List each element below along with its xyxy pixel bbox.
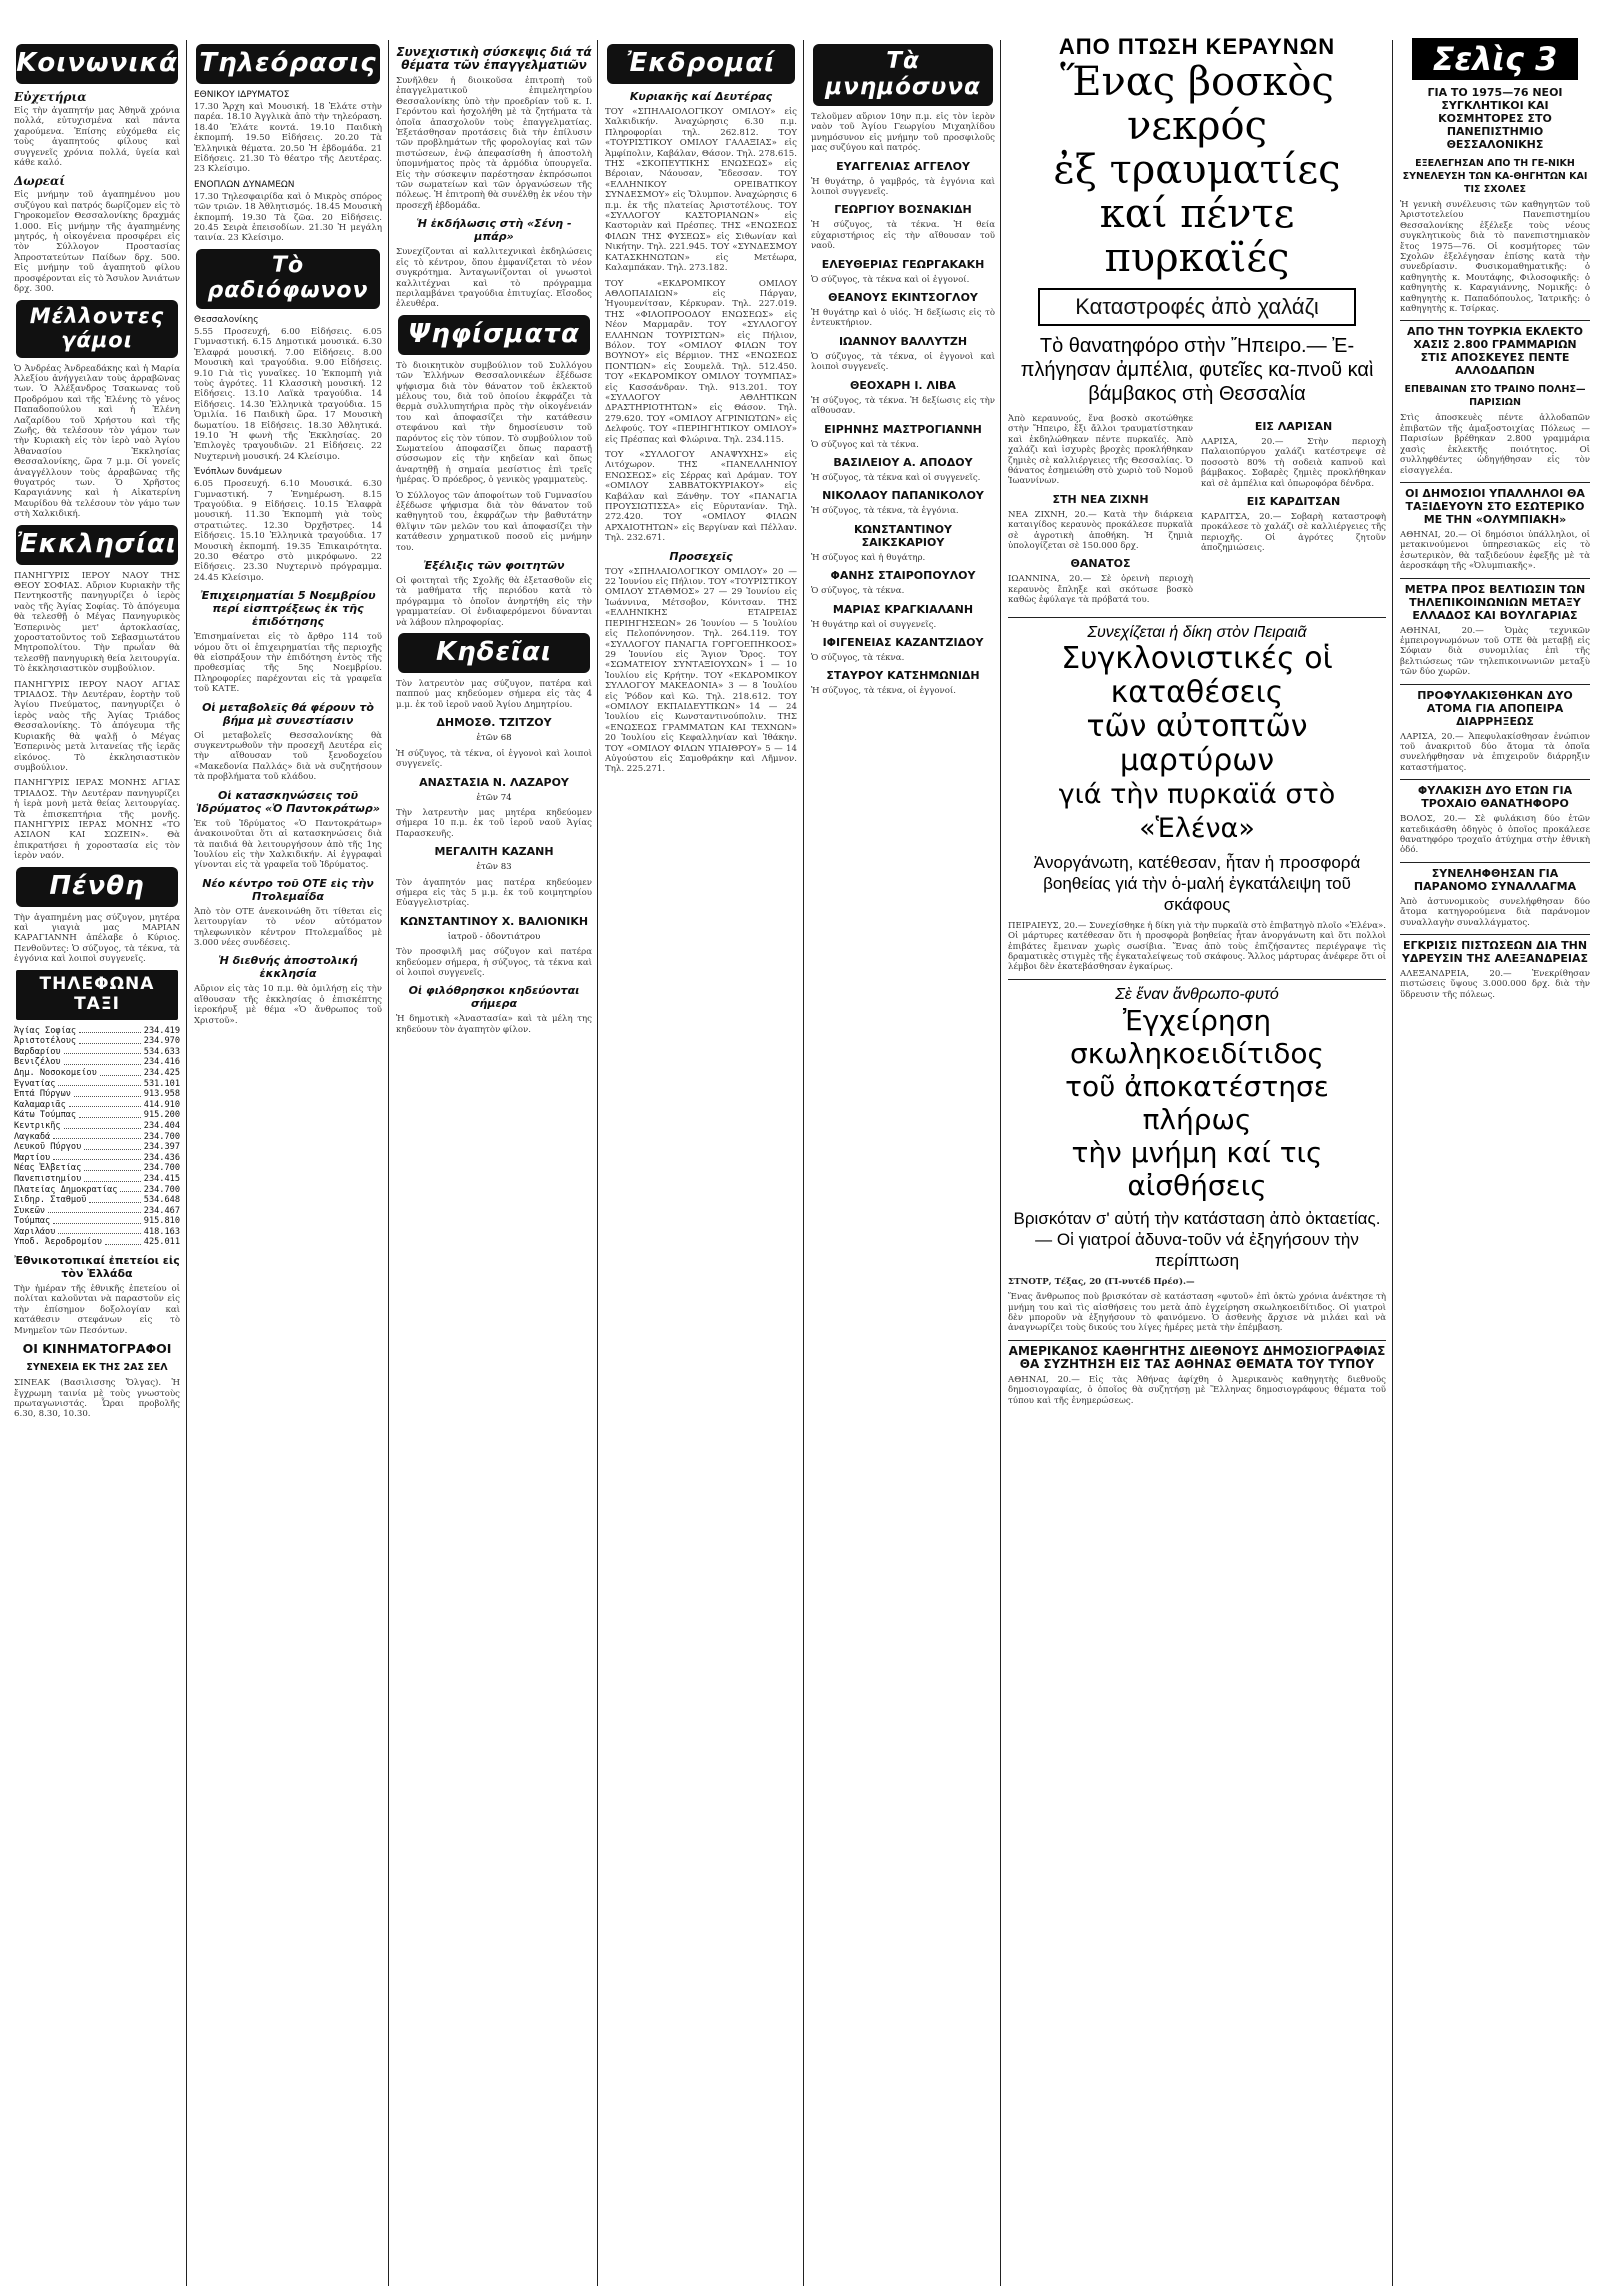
body-text: Ἕνας ἄνθρωπος ποὺ βρισκόταν σὲ κατάσταση «φυτοῦ» ἐπὶ ὀκτὼ χρόνια ἀνέκτησε τὴ μνήμη του καὶ τὶς αἰσθήσεις του μετὰ ἀπὸ ἐγχείρηση σκωληκοειδίτιδος. Οἱ γιατροὶ δὲν μποροῦν νὰ ἐξηγήσουν τὸ φαινόμενο. Ὁ ἀσθενὴς ἄρχισε νὰ μιλάει καὶ νὰ ἀναγνωρίζει τοὺς δικούς του λίγες ἡμέρες μετὰ τὴν ἐπέμβαση. xyxy=(1008,1292,1386,1334)
funeral-subtitle: ἰατροῦ - ὀδοντιάτρου xyxy=(447,931,541,942)
body-text: ΚΑΡΔΙΤΣΑ, 20.— Σοβαρὴ καταστροφὴ προκάλεσε τὸ χαλάζι σὲ καλλιέργειες τῆς περιοχῆς. Οἱ ἀγρότες ζητοῦν ἀποζημιώσεις. xyxy=(1201,512,1386,554)
body-text: Ἀπὸ ἀστυνομικοὺς συνελήφθησαν δύο ἄτομα κατηγορούμενα διὰ παράνομον συναλλαγὴν συναλλάγματος. xyxy=(1400,896,1590,928)
body-text: Εἰς μνήμην τοῦ ἀγαπημένου μου συζύγου καὶ πατρός δωρίζομεν εἰς τὸ Γηροκομεῖον Θεσσαλονίκης δραχμάς 1.000. Εἰς μνήμην τῆς ἀγαπημένης μητρός, ἡ οἰκογένεια προσφέρει εἰς τὸν Σύλλογον Προστασίας Ἀπροστατεύτων Παίδων δρχ. 500. Εἰς μνήμην τοῦ ἀγαπητοῦ φίλου προσφέρονται εἰς τὸ Ἄσυλον Ἀνιάτων δρχ. 300. xyxy=(14,190,180,295)
taxi-phone-row xyxy=(14,1195,180,1206)
taxi-stand-name: Χαριλάου xyxy=(14,1226,56,1237)
dot-leader xyxy=(64,1121,141,1129)
body-text: Ὁ σύζυγος, τὰ τέκνα, οἱ ἐγγονοὶ καὶ λοιποὶ συγγενεῖς. xyxy=(811,351,995,373)
taxi-stand-name: Σιδηρ. Σταθμοῦ xyxy=(14,1195,87,1206)
memorial-name: ΕΙΡΗΝΗΣ ΜΑΣΤΡΟΓΙΑΝΝΗ xyxy=(824,422,982,436)
body-text: Τὴν λατρευτὴν μας μητέρα κηδεύομεν σήμερα 10 π.μ. ἐκ τοῦ ἱεροῦ ναοῦ Ἁγίας Παρασκευῆς. xyxy=(396,807,592,839)
taxi-phone-number: 234.700 xyxy=(143,1163,180,1174)
section-divider xyxy=(1008,979,1386,980)
taxi-phone-number: 915.200 xyxy=(143,1110,180,1121)
section-subtitle: ΕΝΟΠΛΩΝ ΔΥΝΑΜΕΩΝ xyxy=(194,179,295,190)
taxi-phone-number: 234.467 xyxy=(143,1205,180,1216)
cinema-subtitle: ΣΥΝΕΧΕΙΑ ΕΚ ΤΗΣ 2ΑΣ ΣΕΛ xyxy=(26,1362,168,1374)
body-text: ΤΟΥ «ΣΠΗΛΑΙΟΛΟΓΙΚΟΥ ΟΜΙΛΟΥ» 20 — 22 Ἰουνίου εἰς Πήλιον. ΤΟΥ «ΤΟΥΡΙΣΤΙΚΟΥ ΟΜΙΛΟΥ ΣΤΑΘΜΟΣ» 27 — 29 Ἰουνίου εἰς Ἰωάννινα, Μέτσοβον, Κόνιτσαν. ΤΗΣ «ΕΛΛΗΝΙΚΗΣ ΕΤΑΙΡΕΙΑΣ ΠΕΡΙΗΓΗΣΕΩΝ» 26 Ἰουνίου — 5 Ἰουλίου εἰς Πελοπόννησον. Τηλ. 264.119. ΤΟΥ «ΣΥΛΛΟΓΟΥ ΠΑΝΑΓΙΑ ΓΟΡΓΟΕΠΗΚΟΟΣ» 29 Ἰουνίου εἰς Ἅγιον Ὄρος. ΤΟΥ «ΣΩΜΑΤΕΙΟΥ ΣΥΝΤΑΞΙΟΥΧΩΝ» 1 — 10 Ἰουλίου εἰς Κρήτην. ΤΟΥ «ΕΚΔΡΟΜΙΚΟΥ ΣΥΛΛΟΓΟΥ ΜΑΚΕΔΟΝΙΑ» 3 — 8 Ἰουλίου εἰς Ῥόδον καὶ Κῶ. Τηλ. 218.612. ΤΟΥ «ΟΜΙΛΟΥ ΕΚΠΑΙΔΕΥΤΙΚΩΝ» 14 — 24 Ἰουλίου εἰς Κωνσταντινούπολιν. ΤΗΣ «ΕΝΩΣΕΩΣ ΓΡΑΜΜΑΤΩΝ ΚΑΙ ΤΕΧΝΩΝ» 20 Ἰουλίου εἰς Κεφαλληνίαν καὶ Ἰθάκην. ΤΟΥ «ΟΜΙΛΟΥ ΦΙΛΩΝ ΥΠΑΙΘΡΟΥ» 5 — 14 Αὐγούστου εἰς Σαμοθράκην καὶ Λῆμνον. Τηλ. 225.271. xyxy=(605,566,797,775)
funeral-name: ΜΕΓΑΛΙΤΗ ΚΑΖΑΝΗ xyxy=(434,845,554,859)
memorial-name: ΙΩΑΝΝΟΥ ΒΑΛΛΥΤΖΗ xyxy=(838,334,968,348)
memorial-name: ΒΑΣΙΛΕΙΟΥ Α. ΑΠΟΔΟΥ xyxy=(833,455,973,469)
body-text: 5.55 Προσευχή, 6.00 Εἰδήσεις. 6.05 Γυμναστική. 6.15 Δημοτικά μουσικά. 6.30 Ἐλαφρά μουσική. 7.00 Εἰδήσεις. 8.00 Μουσικὴ καὶ τραγούδια. 9.00 Εἰδήσεις. 9.10 Γιὰ τὶς γυναῖκες. 10 Ἐκπομπὴ γιὰ τοὺς ἀγρότες. 11 Κλασσικὴ μουσική. 12 Εἰδήσεις. 13.10 Λαϊκὰ τραγούδια. 14 Εἰδήσεις. 14.30 Ἐλληνικὰ τραγούδια. 15 Ὁμιλία. 16 Παιδικὴ ὥρα. 17 Μουσικὴ δωματίου. 18 Εἰδήσεις. 18.30 Ἀθλητικά. 19.10 Ἡ φωνὴ τῆς Ἐκκλησίας. 20 Ἐπιλογὲς τραγουδιῶν. 21 Εἰδήσεις. 22 Νυχτερινὴ μουσική. 24 Κλείσιμο. xyxy=(194,326,382,462)
memorial-name: ΚΩΝΣΤΑΝΤΙΝΟΥ ΣΑΙΚΣΚΑΡΙΟΥ xyxy=(854,522,952,549)
taxi-phone-row xyxy=(14,1132,180,1143)
lead-title-line: καί πέντε πυρκαϊές xyxy=(1099,191,1295,281)
column-rule xyxy=(186,40,187,2286)
taxi-phone-row xyxy=(14,1110,180,1121)
taxi-phone-number: 234.397 xyxy=(143,1142,180,1153)
body-text: Συνεχίζονται αἱ καλλιτεχνικαὶ ἐκδηλώσεις εἰς τὸ κέντρον, ὅπου ἐμφανίζεται τὸ νέον συγκρότημα. Ἀνταγωνίζονται οἱ γνωστοὶ καλλιτέχναι καὶ τὸ πρόγραμμα περιλαμβάνει τραγούδια ἐπιτυχίας. Εἴσοδος ἐλευθέρα. xyxy=(396,247,592,310)
taxi-phone-list xyxy=(14,1026,180,1248)
dateline: ΕΙΣ ΛΑΡΙΣΑΝ xyxy=(1254,420,1333,433)
trial-title-line: γιά τὴν πυρκαϊά στὸ «Ἑλένα» xyxy=(1058,778,1336,844)
taxi-phone-number: 234.436 xyxy=(143,1152,180,1163)
dot-leader xyxy=(69,1100,141,1108)
body-text: ΒΟΛΟΣ, 20.— Σὲ φυλάκιση δύο ἐτῶν κατεδικάσθη ὁδηγὸς ὁ ὁποῖος προκάλεσε θανατηφόρο τροχαῖο ἀτύχημα στὴν ἐθνικὴ ὁδό. xyxy=(1400,814,1590,856)
taxi-stand-name: Τούμπας xyxy=(14,1216,51,1227)
section-subtitle: Συνεχιστικὴ σύσκεψις διά τά θέματα τῶν ἐπαγγελματιῶν xyxy=(396,45,592,72)
body-text: Αὔριον εἰς τὰς 10 π.μ. θὰ ὁμιλήσῃ εἰς τὴν αἴθουσαν τῆς ἐκκλησίας ὁ ἐπισκέπτης ἱεροκήρυξ μὲ θέμα «Ὁ ἄνθρωπος τοῦ Χριστοῦ». xyxy=(194,984,382,1026)
body-text: ΤΟΥ «ΕΚΔΡΟΜΙΚΟΥ ΟΜΙΛΟΥ ΑΘΛΟΠΑΙΔΙΩΝ» εἰς Πάργαν, Ἠγουμενίτσαν, Κέρκυραν. Τηλ. 227.019. ΤΗΣ «ΦΙΛΟΠΡΟΟΔΟΥ ΕΝΩΣΕΩΣ» εἰς Νέον Μαρμαρᾶν. ΤΟΥ «ΣΥΛΛΟΓΟΥ ΕΛΛΗΝΩΝ ΤΟΥΡΙΣΤΩΝ» εἰς Πήλιον, Βόλον. ΤΟΥ «ΟΜΙΛΟΥ ΦΙΛΩΝ ΤΟΥ ΒΟΥΝΟΥ» εἰς Βέρμιον. ΤΗΣ «ΕΝΩΣΕΩΣ ΠΟΝΤΙΩΝ» εἰς Σουμελᾶ. Τηλ. 512.450. ΤΟΥ «ΕΚΔΡΟΜΙΚΟΥ ΟΜΙΛΟΥ ΤΟΥΜΠΑΣ» εἰς Κασσάνδραν. Τηλ. 913.201. ΤΟΥ «ΣΥΛΛΟΓΟΥ ΑΘΛΗΤΙΚΩΝ ΔΡΑΣΤΗΡΙΟΤΗΤΩΝ» εἰς Θάσον. Τηλ. 279.620. ΤΟΥ «ΟΜΙΛΟΥ ΑΓΡΙΝΙΩΤΩΝ» εἰς Δελφούς. ΤΟΥ «ΠΕΡΙΗΓΗΤΙΚΟΥ ΟΜΙΛΟΥ» εἰς Πρέσπας καὶ Φλώρινα. Τηλ. 234.115. xyxy=(605,278,797,445)
body-text: ΑΘΗΝΑΙ, 20.— Εἰς τὰς Ἀθήνας ἀφίχθη ὁ Ἀμερικανὸς καθηγητὴς διεθνοῦς δημοσιογραφίας, ὁ ὁποῖος θὰ συζητήσῃ μὲ Ἕλληνας δημοσιογράφους θέματα τοῦ τύπου καὶ τῆς ἐνημερώσεως. xyxy=(1008,1374,1386,1406)
taxi-stand-name: Ἀριστοτέλους xyxy=(14,1036,77,1047)
right-headline: ΑΠΟ ΤΗΝ ΤΟΥΡΚΙΑ ΕΚΛΕΚΤΟ ΧΑΣΙΣ 2.800 ΓΡΑΜΜΑΡΙΩΝ ΣΤΙΣ ΑΠΟΣΚΕΥΕΣ ΠΕΝΤΕ ΑΛΛΟΔΑΠΩΝ xyxy=(1400,320,1590,377)
taxi-stand-name: Ἁγίας Σοφίας xyxy=(14,1025,77,1036)
taxi-stand-name: Συκεῶν xyxy=(14,1205,46,1216)
dot-leader xyxy=(53,1216,141,1224)
taxi-phone-number: 425.011 xyxy=(143,1237,180,1248)
body-text: Ὁ σύζυγος, τὰ τέκνα. xyxy=(811,586,905,597)
taxi-stand-name: Δημ. Νοσοκομείου xyxy=(14,1067,97,1078)
taxi-phone-number: 531.101 xyxy=(143,1078,180,1089)
banner-funerals: Κηδεῖαι xyxy=(398,633,590,673)
banner-taxi-phones: ΤΗΛΕΦΩΝΑ ΤΑΞΙ xyxy=(16,970,178,1020)
taxi-stand-name: Λαγκαδά xyxy=(14,1131,51,1142)
brain-kicker: Σὲ ἕναν ἄνθρωπο-φυτό xyxy=(1115,985,1279,1003)
body-text: ΝΕΑ ΖΙΧΝΗ, 20.— Κατὰ τὴν διάρκεια καταιγίδος κεραυνὸς προκάλεσε πυρκαϊὰ σὲ ἀγροτικὴ ἀποθήκη. Ἡ ζημιὰ ὑπολογίζεται σὲ 150.000 δρχ. xyxy=(1008,509,1193,552)
lead-subhead-box: Καταστροφές ἀπὸ χαλάζι xyxy=(1038,288,1356,326)
taxi-stand-name: Πλατείας Δημοκρατίας xyxy=(14,1184,118,1195)
body-text: Στὶς ἀποσκευὲς πέντε ἀλλοδαπῶν ἐπιβατῶν τῆς ἀμαξοστοιχίας Πόλεως — Παρισίων βρέθηκαν 2.800 γραμμάρια χασὶς ἐκλεκτῆς ποιότητος. Οἱ συλληφθέντες ὡδηγήθησαν εἰς τὸν εἰσαγγελέα. xyxy=(1400,413,1590,476)
memorial-name: ΣΤΑΥΡΟΥ ΚΑΤΣΗΜΩΝΙΔΗ xyxy=(826,669,980,683)
taxi-stand-name: Βαρδαρίου xyxy=(14,1046,61,1057)
right-subheadline: ΕΠΕΒΑΙΝΑΝ ΣΤΟ ΤΡΑΙΝΟ ΠΟΛΗΣ—ΠΑΡΙΣΙΩΝ xyxy=(1404,384,1586,409)
banner-churches: Ἐκκλησίαι xyxy=(16,525,178,565)
section-subtitle: Ἐθνικοτοπικαί ἐπετείοι εἰς τὸν Ἑλλάδα xyxy=(14,1254,180,1281)
body-text: Ἡ θυγάτηρ καὶ ὁ υἱός. Ἡ δεξίωσις εἰς τὸ ἐντευκτήριον. xyxy=(811,308,995,329)
memorial-name: ΙΦΙΓΕΝΕΙΑΣ ΚΑΖΑΝΤΖΙΔΟΥ xyxy=(822,635,984,649)
taxi-phone-row xyxy=(14,1100,180,1111)
cinema-title: ΟΙ ΚΙΝΗΜΑΤΟΓΡΑΦΟΙ xyxy=(22,1341,172,1357)
taxi-phone-number: 915.810 xyxy=(143,1216,180,1227)
memorial-name: ΕΥΑΓΓΕΛΙΑΣ ΑΓΓΕΛΟΥ xyxy=(836,159,970,173)
dot-leader xyxy=(74,1089,141,1097)
body-text: ΠΑΝΗΓΥΡΙΣ ΙΕΡΟΥ ΝΑΟΥ ΑΓΙΑΣ ΤΡΙΑΔΟΣ. Τὴν Δευτέραν, ἑορτὴν τοῦ Ἁγίου Πνεύματος, πανηγυρίζει ὁ ἱερὸς ναὸς τῆς Ἁγίας Τριάδος Θεσσαλονίκης. Τὸ ἀπόγευμα τῆς Κυριακῆς θὰ ψαλῇ ὁ Μέγας Ἑσπερινὸς μετὰ λιτανείας τῆς ἱερᾶς εἰκόνος. Τὸ ἐκκλησιαστικὸν συμβούλιον. xyxy=(14,679,180,773)
body-text: 17.30 Τηλεσφαιρίδα καὶ ὁ Μικρὸς σπόρος τῶν τριῶν. 18 Ἀθλητισμός. 18.45 Μουσικὴ ἐκπομπή. 19.30 Τὰ ζῶα. 20 Εἰδήσεις. 20.45 Σειρὰ ἐπεισοδίων. 21.30 Ἡ μεγάλη ταινία. 23 Κλείσιμο. xyxy=(194,191,382,244)
dot-leader xyxy=(58,1079,140,1087)
taxi-stand-name: Μαρτίου xyxy=(14,1152,51,1163)
dot-leader xyxy=(84,1142,141,1150)
taxi-phone-number: 234.416 xyxy=(143,1057,180,1068)
column-memorials xyxy=(811,40,995,2296)
body-text: Τὸν προσφιλῆ μας σύζυγον καὶ πατέρα κηδεύομεν σήμερα, ἡ σύζυγος, τὰ τέκνα καὶ οἱ λοιποὶ συγγενεῖς. xyxy=(396,947,592,978)
section-subtitle: Θεσσαλονίκης xyxy=(194,314,259,325)
taxi-phone-number: 234.700 xyxy=(143,1184,180,1195)
taxi-phone-row xyxy=(14,1227,180,1238)
taxi-phone-number: 414.910 xyxy=(143,1099,180,1110)
body-text: Ἐπισημαίνεται εἰς τὸ ἄρθρο 114 τοῦ νόμου ὅτι οἱ ἐπιχειρηματίαι τῆς περιοχῆς θὰ εἰσπράξουν τὴν ἐπιδότηση ἐντὸς τῆς προθεσμίας τῆς 5ης Νοεμβρίου. Πληροφορίες παρέχονται εἰς τὰ γραφεῖα τοῦ ΚΑΤΕ. xyxy=(194,632,382,695)
body-text: 6.05 Προσευχή. 6.10 Μουσικά. 6.30 Γυμναστική. 7 Ἐνημέρωση. 8.15 Τραγούδια. 9 Εἰδήσεις. 10.15 Ἐλαφρὰ μουσική. 11.30 Ἐκπομπὴ γιὰ τοὺς στρατιώτες. 12.30 Ὀρχῆστρες. 14 Εἰδήσεις. 15.10 Ἐλληνικὰ τραγούδια. 17 Μουσικὴ ἐκπομπή. 19.35 Ἐπικαιρότητα. 20.30 Θέατρο στὸ μικρόφωνο. 22 Εἰδήσεις. 23.30 Νυχτερινὸ πρόγραμμα. 24.45 Κλείσιμο. xyxy=(194,479,382,583)
section-subtitle: Ἐξέλιξις τῶν φοιτητῶν xyxy=(423,559,565,573)
section-subtitle: Οἱ μεταβολεῖς θά φέρουν τὸ βήμα μὲ συνεστίασιν xyxy=(202,700,374,727)
trial-title-line: Συγκλονιστικές οἱ καταθέσεις xyxy=(1061,640,1333,710)
taxi-phone-row xyxy=(14,1174,180,1185)
taxi-phone-row xyxy=(14,1163,180,1174)
dot-leader xyxy=(79,1036,141,1044)
body-text: Εἰς τὴν ἀγαπητήν μας Ἀθηνᾶ χρόνια πολλά, εὐτυχισμένα καὶ πάντα χαρούμενα. Ἐπίσης εὐχόμεθα εἰς τοὺς ἀγαπητούς φίλους καὶ συγγενεῖς χρόνια πολλά, ὑγεία καὶ κάθε καλό. xyxy=(14,106,180,169)
body-text: Ἡ σύζυγος, τὰ τέκνα. Ἡ θεία εὐχαριστήριος εἰς τὴν αἴθουσαν τοῦ ναοῦ. xyxy=(811,220,995,252)
banner-future-weddings: Μέλλοντες γάμοι xyxy=(16,300,178,358)
funeral-name: ΚΩΝΣΤΑΝΤΙΝΟΥ Χ. ΒΑΛΙΟΝΙΚΗ xyxy=(399,914,589,928)
funeral-age: ἐτῶν 83 xyxy=(476,862,512,873)
body-text: ΛΑΡΙΣΑ, 20.— Ἀπεφυλακίσθησαν ἐνώπιον τοῦ ἀνακριτοῦ δύο ἄτομα τὰ ὁποῖα συνελήφθησαν νὰ ἐπιχειροῦν διάρρηξιν καταστήματος. xyxy=(1400,731,1590,773)
brain-deck: Βρισκόταν σ' αὐτή τὴν κατάσταση ἀπὸ ὀκταετίας.— Οἱ γιατροί ἀδυνα-τοῦν νά ἐξηγήσουν τὴν περίπτωση xyxy=(1013,1208,1381,1270)
memorial-name: ΦΑΝΗΣ ΣΤΑΙΡΟΠΟΥΛΟΥ xyxy=(830,569,976,583)
dot-leader xyxy=(58,1227,140,1235)
banner-radio: Τὸ ραδιόφωνον xyxy=(196,249,380,309)
dot-leader xyxy=(84,1174,141,1182)
trial-title-line: τῶν αὐτοπτῶν μαρτύρων xyxy=(1086,708,1308,778)
right-headline: ΠΡΟΦΥΛΑΚΙΣΘΗΚΑΝ ΔΥΟ ΑΤΟΜΑ ΓΙΑ ΑΠΟΠΕΙΡΑ ΔΙΑΡΡΗΞΕΩΣ xyxy=(1400,684,1590,728)
body-text: 17.30 Ἄρχη καὶ Μουσική. 18 Ἐλάτε στὴν παρέα. 18.10 Ἀγγλικὰ ἀπὸ τὴν τηλεόραση. 18.40 Ἐλάτε κοντά. 19.10 Παιδικὴ ἐκπομπή. 19.50 Εἰδήσεις. 20.20 Τὰ Ἑλληνικὰ θέματα. 20.50 Ἡ ἐβδομάδα. 21 Εἰδήσεις. 21.30 Τὸ θέατρο τῆς Δευτέρας. 23 Κλείσιμο. xyxy=(194,102,382,175)
dot-leader xyxy=(84,1163,141,1171)
lead-body-right xyxy=(1201,414,1386,611)
banner-mourning: Πένθη xyxy=(16,867,178,907)
column-rule xyxy=(1392,40,1393,2286)
brain-title-line: τὴν μνήμη καί τις αἰσθήσεις xyxy=(1071,1135,1323,1202)
lead-title-line: ἐξ τραυματίες xyxy=(1053,147,1341,193)
banner-resolutions: Ψηφίσματα xyxy=(398,315,590,355)
column-notices xyxy=(396,40,592,2296)
body-text: Ἡ γενικὴ συνέλευσις τῶν καθηγητῶν τοῦ Ἀριστοτελείου Πανεπιστημίου Θεσσαλονίκης ἐξέλεξε τοὺς νέους συγκλητικοὺς διὰ τὸ πανεπιστημιακὸν ἔτος 1975—76. Οἱ κοσμήτορες τῶν Σχολῶν ἐξελέγησαν ἐπίσης κατὰ τὴν συνεδρίασιν. Φυσικομαθηματικῆς: ὁ καθηγητὴς κ. Μουτάφης, Φιλοσοφικῆς: ὁ καθηγητὴς κ. Καραγιάννης, Νομικῆς: ὁ καθηγητὴς κ. Παπαδόπουλος, Ἰατρικῆς: ὁ καθηγητὴς κ. Τσίρκας. xyxy=(1400,200,1590,315)
trial-kicker: Συνεχίζεται ἡ δίκη στὸν Πειραιᾶ xyxy=(1087,623,1307,641)
funeral-name: ΔΗΜΟΣΘ. ΤΖΙΤΖΟΥ xyxy=(436,716,552,730)
body-text: ΑΛΕΞΑΝΔΡΕΙΑ, 20.— Ἐνεκρίθησαν πιστώσεις ὕψους 3.000.000 δρχ. διὰ τὴν ὕδρευσιν τῆς πόλεως. xyxy=(1400,969,1590,1000)
body-text: Τὴν ἀγαπημένη μας σύζυγον, μητέρα καὶ γιαγιὰ μας ΜΑΡΙΑΝ ΚΑΡΑΓΙΑΝΝΗ ἀπέλαβε ὁ Κύριος. Πενθοῦντες: Ὁ σύζυγος, τὰ τέκνα, τὰ ἐγγόνια καὶ λοιποὶ συγγενεῖς. xyxy=(14,912,180,965)
column-lead xyxy=(1008,34,1386,2296)
taxi-phone-row xyxy=(14,1079,180,1090)
column-trips xyxy=(605,40,797,2296)
brain-title-line: Ἐγχείρηση σκωληκοειδίτιδος xyxy=(1070,1003,1324,1070)
body-text: Ἡ δημοτικὴ «Ἀναστασία» καὶ τὰ μέλη της κηδεύουν τὸν ἀγαπητὸν φίλον. xyxy=(396,1014,592,1035)
dot-leader xyxy=(105,1237,141,1245)
body-text: Ἀπὸ κεραυνούς, ἕνα βοσκὸ σκοτώθηκε στὴν Ἤπειρο, ἔξι ἄλλοι τραυματίστηκαν καὶ ἐκδηλώθηκαν πέντε πυρκαϊές. Ἀπὸ χαλάζι καὶ ἰσχυρὲς βροχὲς προκλήθηκαν ζημιὲς σὲ καλλιέργειες τῆς Θεσσαλίας. Ὁ θάνατος ἐσημειώθη στὸ χωριὸ τοῦ Νομοῦ Ἰωαννίνων. xyxy=(1008,414,1193,487)
dateline: ΣΤΗ ΝΕΑ ΖΙΧΝΗ xyxy=(1052,492,1149,506)
taxi-phone-row xyxy=(14,1121,180,1132)
page-number-tag: Σελὶς 3 xyxy=(1412,38,1578,80)
dateline: ΕΙΣ ΚΑΡΔΙΤΣΑΝ xyxy=(1246,495,1341,509)
body-text: ΛΑΡΙΣΑ, 20.— Στὴν περιοχὴ Παλαιοπύργου χαλάζι κατέστρεψε σὲ ποσοστὸ 80% τὴ σοδειὰ καπνοῦ καὶ βάμβακος. Σοβαρὲς ζημιὲς προκλήθηκαν καὶ σὲ ἀμπέλια καὶ ὀπωροφόρα δένδρα. xyxy=(1201,437,1386,489)
body-text: Ἡ θυγάτηρ καὶ οἱ συγγενεῖς. xyxy=(811,619,937,630)
taxi-stand-name: Ὑποδ. Ἀεροδρομίου xyxy=(14,1237,102,1248)
body-text: Ἐκ τοῦ Ἱδρύματος «Ὁ Παντοκράτωρ» ἀνακοινοῦται ὅτι αἱ κατασκηνώσεις διὰ τὰ παιδιά θὰ λειτουργήσουν ἀπὸ τῆς 1ης Ἰουλίου εἰς τὴν Χαλκιδικήν. Αἱ ἐγγραφαὶ γίνονται εἰς τὰ γραφεῖα τοῦ Ἱδρύματος. xyxy=(194,818,382,871)
taxi-phone-row xyxy=(14,1153,180,1164)
taxi-phone-number: 418.163 xyxy=(143,1226,180,1237)
body-text: ΠΑΝΗΓΥΡΙΣ ΙΕΡΑΣ ΜΟΝΗΣ ΑΓΙΑΣ ΤΡΙΑΔΟΣ. Τὴν Δευτέραν πανηγυρίζει ἡ ἱερὰ μονὴ μετὰ θείας λειτουργίας. Τὰ ἐπισκεπτήρια τῆς μονῆς. ΠΑΝΗΓΥΡΙΣ ΙΕΡΑΣ ΜΟΝΗΣ «ΤΟ ΑΣΙΛΟΝ ΚΑΙ ΣΩΖΕΙΝ». Θὰ ἐπικρατήσει ἡ χοροστασία εἰς τὸν ἱερὸν ναόν. xyxy=(14,778,180,862)
dot-leader xyxy=(79,1026,141,1034)
right-headline: ΦΥΛΑΚΙΣΗ ΔΥΟ ΕΤΩΝ ΓΙΑ ΤΡΟΧΑΙΟ ΘΑΝΑΤΗΦΟΡΟ xyxy=(1400,779,1590,810)
taxi-stand-name: Καλαμαριᾶς xyxy=(14,1099,66,1110)
lead-kicker: ΑΠΟ ΠΤΩΣΗ ΚΕΡΑΥΝΩΝ xyxy=(1058,34,1336,59)
right-subheadline: ΕΞΕΛΕΓΗΣΑΝ ΑΠΟ ΤΗ ΓΕ-ΝΙΚΗ ΣΥΝΕΛΕΥΣΗ ΤΩΝ ΚΑ-ΘΗΓΗΤΩΝ ΚΑΙ ΤΙΣ ΣΧΟΛΕΣ xyxy=(1402,158,1588,195)
lead-title-line: Ἕνας βοσκὸς νεκρός xyxy=(1060,59,1334,149)
funeral-age: ἐτῶν 68 xyxy=(476,733,512,744)
professor-headline: ΑΜΕΡΙΚΑΝΟΣ ΚΑΘΗΓΗΤΗΣ ΔΙΕΘΝΟΥΣ ΔΗΜΟΣΙΟΓΡΑΦΙΑΣ ΘΑ ΣΥΖΗΤΗΣΗ ΕΙΣ ΤΑΣ ΑΘΗΝΑΣ ΘΕΜΑΤΑ ΤΟΥ ΤΥΠΟΥ xyxy=(1008,1340,1386,1371)
dot-leader xyxy=(120,1185,140,1193)
right-headline: ΕΓΚΡΙΣΙΣ ΠΙΣΤΩΣΕΩΝ ΔΙΑ ΤΗΝ ΥΔΡΕΥΣΙΝ ΤΗΣ ΑΛΕΞΑΝΔΡΕΙΑΣ xyxy=(1400,934,1590,965)
taxi-phone-row xyxy=(14,1089,180,1100)
section-subtitle: ΕΘΝΙΚΟΥ ΙΔΡΥΜΑΤΟΣ xyxy=(194,90,290,100)
body-text: ΣΙΝΕΑΚ (Βασιλισσης Ὄλγας). Ἡ ἔγχρωμη ταινία μὲ τοὺς γνωστοὺς πρωταγωνιστάς. Ὧραι προβολῆς 6.30, 8.30, 10.30. xyxy=(14,1378,180,1420)
dot-leader xyxy=(100,1068,141,1076)
section-subtitle: Οἱ φιλόθρησκοι κηδεύονται σήμερα xyxy=(408,984,580,1011)
funeral-name: ΑΝΑΣΤΑΣΙΑ Ν. ΛΑΖΑΡΟΥ xyxy=(419,775,569,789)
body-text: Οἱ φοιτηταὶ τῆς Σχολῆς θὰ ἐξετασθοῦν εἰς τὰ μαθήματα τῆς περιόδου κατὰ τὸ πρόγραμμα τὸ ὁποῖον ἀνηρτήθη εἰς τὴν γραμματείαν. Οἱ ἐνδιαφερόμενοι δύνανται νὰ λάβουν πληροφορίας. xyxy=(396,576,592,628)
dot-leader xyxy=(64,1047,141,1055)
column-broadcast xyxy=(194,40,382,2296)
column-social xyxy=(14,40,180,2296)
body-text: Ἀπὸ τὸν ΟΤΕ ἀνεκοινώθη ὅτι τίθεται εἰς λειτουργίαν τὸ νέον αὐτόματον τηλεφωνικὸν κέντρον Πτολεμαΐδος μὲ 3.000 νέες συνδέσεις. xyxy=(194,906,382,948)
lead-body-left xyxy=(1008,414,1193,611)
body-text: Ὁ σύζυγος, τὰ τέκνα. xyxy=(811,652,905,663)
body-text: Ἡ σύζυγος, τὰ τέκνα καὶ οἱ συγγενεῖς. xyxy=(811,472,981,483)
body-text: Ὁ Σύλλογος τῶν ἀποφοίτων τοῦ Γυμνασίου ἐξέδωσε ψήφισμα διὰ τὸν θάνατον τοῦ καθηγητοῦ του, ἐκφράζων τὴν βαθυτάτην θλῖψιν τῶν μελῶν του καὶ ἀποφασίζει τὴν κατάθεσιν χρηματικοῦ ποσοῦ εἰς μνήμην του. xyxy=(396,490,592,553)
banner-excursions: Ἐκδρομαί xyxy=(607,44,795,84)
section-divider xyxy=(1008,617,1386,618)
dot-leader xyxy=(53,1153,141,1161)
taxi-stand-name: Κεντρικῆς xyxy=(14,1120,61,1131)
taxi-phone-row xyxy=(14,1047,180,1058)
dot-leader xyxy=(79,1110,141,1118)
body-text: Ὁ σύζυγος, τὰ τέκνα καὶ οἱ ἐγγονοί. xyxy=(811,274,970,285)
body-text: Ἡ σύζυγος, τὰ τέκνα, τὰ ἐγγόνια. xyxy=(811,506,959,517)
taxi-phone-number: 234.425 xyxy=(143,1067,180,1078)
dot-leader xyxy=(64,1057,141,1065)
memorial-name: ΕΛΕΥΘΕΡΙΑΣ ΓΕΩΡΓΑΚΑΚΗ xyxy=(821,257,985,271)
body-text: ΤΟΥ «ΣΠΗΛΑΙΟΛΟΓΙΚΟΥ ΟΜΙΛΟΥ» εἰς Χαλκιδικήν. Ἀναχώρησις 6.30 π.μ. Πληροφορίαι τηλ. 262.812. ΤΟΥ «ΤΟΥΡΙΣΤΙΚΟΥ ΟΜΙΛΟΥ ΓΑΛΑΞΙΑΣ» εἰς Ἀμφίπολιν, Καβάλαν, Θάσον. Τηλ. 278.615. ΤΗΣ «ΣΚΟΠΕΥΤΙΚΗΣ ΕΝΩΣΕΩΣ» εἰς Βέροιαν, Νάουσαν, Ἔδεσσαν. ΤΟΥ «ΕΛΛΗΝΙΚΟΥ ΟΡΕΙΒΑΤΙΚΟΥ ΣΥΝΔΕΣΜΟΥ» εἰς Ὄλυμπον. Ἀναχώρησις 6 π.μ. ἐκ τῆς πλατείας Ἀριστοτέλους. ΤΟΥ «ΣΥΛΛΟΓΟΥ ΚΑΣΤΟΡΙΑΝΩΝ» εἰς Καστοριὰν καὶ Πρέσπες. ΤΗΣ «ΕΝΩΣΕΩΣ ΦΙΛΩΝ ΤΗΣ ΦΥΣΕΩΣ» εἰς Σιθωνίαν καὶ Νικήτην. Τηλ. 221.945. ΤΟΥ «ΣΥΝΔΕΣΜΟΥ ΚΑΤΑΣΚΗΝΩΤΩΝ» εἰς Μετέωρα, Καλαμπάκαν. Τηλ. 273.182. xyxy=(605,107,797,274)
body-text: Ἡ σύζυγος καὶ ἡ θυγάτηρ. xyxy=(811,552,926,563)
right-headline: ΜΕΤΡΑ ΠΡΟΣ ΒΕΛΤΙΩΣΙΝ ΤΩΝ ΤΗΛΕΠΙΚΟΙΝΩΝΙΩΝ ΜΕΤΑΞΥ ΕΛΛΑΔΟΣ ΚΑΙ ΒΟΥΛΓΑΡΙΑΣ xyxy=(1400,578,1590,622)
body-text: Τὸν ἀγαπητόν μας πατέρα κηδεύομεν σήμερα εἰς τὰς 5 μ.μ. ἐκ τοῦ κοιμητηρίου Εὐαγγελιστρίας. xyxy=(396,877,592,909)
taxi-phone-row xyxy=(14,1216,180,1227)
taxi-phone-row xyxy=(14,1185,180,1196)
section-subtitle: Ἐπιχειρηματίαι 5 Νοεμβρίου περί εἰσπτρέξεως ἐκ τῆς ἐπιδότησης xyxy=(200,589,376,629)
taxi-stand-name: Λευκοῦ Πύργου xyxy=(14,1142,82,1153)
section-subtitle: Νέο κέντρο τοῦ ΟΤΕ εἰς τὴν Πτολεμαΐδα xyxy=(202,876,374,903)
body-text: Τὸν λατρευτὸν μας σύζυγον, πατέρα καὶ παππού μας κηδεύομεν σήμερα εἰς τὰς 4 μ.μ. ἐκ τοῦ ἱεροῦ ναοῦ Ἁγίου Δημητρίου. xyxy=(396,679,592,710)
taxi-phone-row xyxy=(14,1206,180,1217)
column-rule xyxy=(803,40,804,2286)
banner-social: Κοινωνικά xyxy=(16,44,178,84)
section-subtitle: Οἱ κατασκηνώσεις τοῦ Ἱδρύματος «Ὁ Παντοκράτωρ» xyxy=(196,788,380,815)
taxi-phone-number: 234.700 xyxy=(143,1131,180,1142)
taxi-stand-name: Ἐγνατίας xyxy=(14,1078,56,1089)
right-headline: ΟΙ ΔΗΜΟΣΙΟΙ ΥΠΑΛΛΗΛΟΙ ΘΑ ΤΑΞΙΔΕΥΟΥΝ ΣΤΟ ΕΣΩΤΕΡΙΚΟ ΜΕ ΤΗΝ «ΟΛΥΜΠΙΑΚΗ» xyxy=(1400,482,1590,526)
taxi-phone-row xyxy=(14,1068,180,1079)
column-rule xyxy=(388,40,389,2286)
taxi-stand-name: Νέας Ἐλβετίας xyxy=(14,1163,82,1174)
taxi-phone-number: 234.404 xyxy=(143,1120,180,1131)
body-text: Οἱ μεταβολεῖς Θεσσαλονίκης θὰ συγκεντρωθοῦν τὴν προσεχῆ Δευτέρα εἰς τὴν αἴθουσαν τοῦ ξενοδοχείου «Μακεδονία Παλλάς» διὰ νὰ συζητήσουν τὰ προβλήματα τοῦ κλάδου. xyxy=(194,730,382,783)
body-text: ΤΟΥ «ΣΥΛΛΟΓΟΥ ΑΝΑΨΥΧΗΣ» εἰς Λιτόχωρον. ΤΗΣ «ΠΑΝΕΛΛΗΝΙΟΥ ΕΝΩΣΕΩΣ» εἰς Σέρρας καὶ Δράμαν. ΤΟΥ «ΟΜΙΛΟΥ ΣΑΒΒΑΤΟΚΥΡΙΑΚΟΥ» εἰς Καβάλαν καὶ Ξάνθην. ΤΟΥ «ΠΑΝΑΓΙΑ ΠΡΟΥΣΙΩΤΙΣΣΑ» εἰς Εὐρυτανίαν. Τηλ. 272.420. ΤΟΥ «ΟΜΙΛΟΥ ΦΙΛΩΝ ΑΡΧΑΙΟΤΗΤΩΝ» εἰς Βεργίναν καὶ Πέλλαν. Τηλ. 232.671. xyxy=(605,450,797,544)
body-text: ΠΑΝΗΓΥΡΙΣ ΙΕΡΟΥ ΝΑΟΥ ΤΗΣ ΘΕΟΥ ΣΟΦΙΑΣ. Αὔριον Κυριακὴν τῆς Πεντηκοστῆς πανηγυρίζει ὁ ἱερὸς ναὸς τῆς Ἁγίας Σοφίας. Τὸ ἀπόγευμα θὰ τελεσθῇ ὁ Μέγας Πανηγυρικὸς Ἑσπερινὸς μετ' ἀρτοκλασίας, χοροστατοῦντος τοῦ Σεβασμιωτάτου Μητροπολίτου. Τὴν πρωΐαν θὰ τελεσθῇ πανηγυρικὴ θεία λειτουργία. Τὸ ἐκκλησιαστικὸν συμβούλιον. xyxy=(14,570,180,675)
body-text: ΑΘΗΝΑΙ, 20.— Ὁμὰς τεχνικῶν ἐμπειρογνωμόνων τοῦ ΟΤΕ θὰ μεταβῇ εἰς Σόφιαν διὰ συνομιλίας ἐπὶ τῆς βελτιώσεως τῶν τηλεπικοινωνιῶν μεταξὺ τῶν δύο χωρῶν. xyxy=(1400,625,1590,678)
lead-deck: Τὸ θανατηφόρο στὴν Ἤπειρο.— Ἐ-πλήγησαν ἀμπέλια, φυτεῖες κα-πνοῦ καὶ βάμβακος στὴ Θεσσαλία xyxy=(1020,335,1374,405)
section-subtitle: Δωρεαί xyxy=(14,174,66,189)
banner-television: Τηλεόρασις xyxy=(196,44,380,84)
taxi-phone-row xyxy=(14,1237,180,1248)
column-rule xyxy=(597,40,598,2286)
dot-leader xyxy=(53,1132,141,1140)
banner-memorials: Τὰ μνημόσυνα xyxy=(813,44,993,106)
dot-leader xyxy=(89,1195,140,1203)
taxi-phone-row xyxy=(14,1036,180,1047)
body-text: ΙΩΑΝΝΙΝΑ, 20.— Σὲ ὀρεινὴ περιοχὴ κεραυνὸς ἔπληξε καὶ σκότωσε βοσκὸ καθὼς ἐφύλαγε τὰ πρόβατά του. xyxy=(1008,574,1193,606)
taxi-phone-number: 234.419 xyxy=(143,1025,180,1036)
column-rule xyxy=(1000,40,1001,2286)
taxi-phone-number: 234.415 xyxy=(143,1173,180,1184)
dateline: ΣΤΝΟΤΡ, Τέξας, 20 (ΓΙ-νυτέδ Πρέσ).— xyxy=(1008,1276,1195,1287)
right-headline: ΣΥΝΕΛΗΦΘΗΣΑΝ ΓΙΑ ΠΑΡΑΝΟΜΟ ΣΥΝΑΛΛΑΓΜΑ xyxy=(1400,862,1590,893)
taxi-phone-row xyxy=(14,1057,180,1068)
taxi-stand-name: Πανεπιστημίου xyxy=(14,1173,82,1184)
trial-deck: Ἀνοργάνωτη, κατέθεσαν, ἦταν ἡ προσφορά βοηθείας γιά τὴν ὁ-μαλή ἐγκατάλειψη τοῦ σκάφους xyxy=(1033,852,1361,914)
memorial-name: ΘΕΟΧΑΡΗ Ι. ΛΙΒΑ xyxy=(850,378,956,392)
body-text: Τὴν ἡμέραν τῆς ἐθνικῆς ἐπετείου οἱ πολίται καλοῦνται νὰ παραστοῦν εἰς τὴν ἐπίσημον δοξολογίαν καὶ κατάθεσιν στεφάνων εἰς τὸ Μνημεῖον τῶν Πεσόντων. xyxy=(14,1284,180,1336)
body-text: Τελοῦμεν αὔριον 10ην π.μ. εἰς τὸν ἱερὸν ναὸν τοῦ Ἁγίου Γεωργίου Μιχαηλίδου μνημόσυνον εἰς μνήμην τοῦ προσφιλοῦς μας συζύγου καὶ πατρός. xyxy=(811,112,995,154)
dateline: ΘΑΝΑΤΟΣ xyxy=(1070,557,1131,571)
body-text: Ἡ θυγάτηρ, ὁ γαμβρός, τὰ ἐγγόνια καὶ λοιποὶ συγγενεῖς. xyxy=(811,176,995,198)
body-text: Ὁ Ἀνδρέας Ἀνδρεαδάκης καὶ ἡ Μαρία Ἀλεξίου ἀνήγγειλαν τοὺς ἀρραβῶνας των. Ὁ Ἀλέξανδρος Τσακωνας τοῦ Προδρόμου καὶ τῆς Ἑλένης τὸ γένος Παπαδοπούλου καὶ ἡ Ἑλένη Λαζαρίδου τοῦ Χρήστου καὶ τῆς Ζωῆς, θὰ τελέσουν τὸν γάμον των τὴν Κυριακὴ εἰς τὸν ἱερὸ ναὸ Ἁγίου Ἀθανασίου Ἐκκλησίας Θεσσαλονίκης, ὥρα 7 μ.μ. Οἱ γονεῖς ἀναγγέλλουν τοὺς ἀρραβῶνας τῆς θυγατρός των. Ὁ Χρῆστος Καραγιάννης καὶ ἡ Αἰκατερίνη Μαυρίδου θὰ τελέσουν τὸν γάμο των στὴ Χαλκιδική. xyxy=(14,363,180,520)
taxi-phone-row xyxy=(14,1026,180,1037)
taxi-stand-name: Βενιζέλου xyxy=(14,1057,61,1068)
memorial-name: ΜΑΡΙΑΣ ΚΡΑΓΚΙΑΛΑΝΗ xyxy=(832,602,974,616)
body-text: Ὁ σύζυγος καὶ τὰ τέκνα. xyxy=(811,439,919,450)
body-text: Συνῆλθεν ἡ διοικοῦσα ἐπιτροπὴ τοῦ ἐπαγγελματικοῦ ἐπιμελητηρίου Θεσσαλονίκης ὑπὸ τὴν προεδρίαν τοῦ κ. Ι. Γερόντου καὶ ἠσχολήθη μὲ τὰ ζητήματα τὰ ὁποῖα ἀπασχολοῦν τοὺς ἐπαγγελματίας. Ἐξετάσθησαν προτάσεις διὰ τὴν ἐπίλυσιν τῶν προβλημάτων τῆς φορολογίας καὶ τῶν πιστώσεων, ἐνῷ ἀπεφασίσθη ἡ ἀποστολὴ ὑπομνήματος πρὸς τὰ ἁρμόδια ὑπουργεῖα. Εἰς τὴν σύσκεψιν παρέστησαν ἐκπρόσωποι τῶν σωματείων καὶ τῶν ὀργανώσεων τῆς πόλεως. Ἡ ἐπιτροπὴ θὰ συνέλθῃ ἐκ νέου τὴν προσεχῆ ἑβδομάδα. xyxy=(396,76,592,211)
body-text: ΑΘΗΝΑΙ, 20.— Οἱ δημόσιοι ὑπάλληλοι, οἱ μετακινούμενοι ὑπηρεσιακῶς εἰς τὸ ἐσωτερικὸν, θὰ ταξιδεύουν ἐφεξῆς μὲ τὰ ἀεροσκάφη τῆς «Ὀλυμπιακῆς». xyxy=(1400,529,1590,572)
body-text: Ἡ σύζυγος, τὰ τέκνα, οἱ ἐγγονοὶ καὶ λοιποὶ συγγενεῖς. xyxy=(396,748,592,770)
section-subtitle: Ἐνόπλων δυνάμεων xyxy=(194,467,282,478)
taxi-stand-name: Κάτω Τούμπας xyxy=(14,1110,77,1121)
taxi-stand-name: Ἑπτά Πύργων xyxy=(14,1089,71,1100)
taxi-phone-number: 534.648 xyxy=(143,1195,180,1206)
dot-leader xyxy=(48,1206,141,1214)
body-text: Τὸ διοικητικὸν συμβούλιον τοῦ Συλλόγου τῶν Ἑλλήνων Θεσσαλονικέων ἐξέδωσε ψήφισμα διὰ τὸν θάνατον τοῦ ἐκλεκτοῦ μέλους του, διὰ τοῦ ὁποίου ἐκφράζει τὰ θερμὰ συλλυπητήρια πρὸς τὴν οἰκογένειάν του καὶ ἀποφασίζει τὴν κατάθεσιν στεφάνου καὶ τὴν δημοσίευσιν τοῦ παρόντος εἰς τὸν τύπον. Τὸ συμβούλιον τοῦ Σωματείου ἀποφασίζει ὅπως παραστῇ σύσσωμον εἰς τὴν κηδείαν καὶ ὅπως ἀναρτηθῇ ἡ σημαία μεσίστιος ἐπὶ τρεῖς ἡμέρας. Ὁ πρόεδρος, ὁ γενικὸς γραμματεὺς. xyxy=(396,360,592,486)
section-subtitle: Ἡ ἐκδήλωσις στὴ «Σένη - μπάρ» xyxy=(416,217,572,244)
memorial-name: ΝΙΚΟΛΑΟΥ ΠΑΠΑΝΙΚΟΛΟΥ xyxy=(822,489,984,503)
taxi-phone-number: 913.958 xyxy=(143,1089,180,1100)
section-subtitle: Εὐχετήρια xyxy=(14,90,87,104)
funeral-age: ἐτῶν 74 xyxy=(476,792,512,803)
body-text: ΠΕΙΡΑΙΕΥΣ, 20.— Συνεχίσθηκε ἡ δίκη γιὰ τὴν πυρκαϊὰ στὸ ἐπιβατηγὸ πλοῖο «Ἑλένα». Οἱ μάρτυρες κατέθεσαν ὅτι ἡ προσφορὰ βοηθείας ἦταν ἀνοργάνωτη καὶ ὅτι πολλοὶ ἐπιβάτες ἔμειναν χωρὶς σωσίβια. Ἕνας ἀπὸ τοὺς ἐπιζήσαντες περιέγραψε τὶς δραματικὲς στιγμὲς τῆς ἐγκαταλείψεως τοῦ σκάφους. Ἄλλος μάρτυρας ἀνέφερε ὅτι οἱ λέμβοι δὲν ἐκατεβάσθησαν ἐγκαίρως. xyxy=(1008,920,1386,973)
body-text: Ἡ σύζυγος, τὰ τέκνα. Ἡ δεξίωσις εἰς τὴν αἴθουσαν. xyxy=(811,395,995,417)
lead-body-columns xyxy=(1008,414,1386,611)
taxi-phone-number: 234.970 xyxy=(143,1036,180,1047)
taxi-phone-number: 534.633 xyxy=(143,1046,180,1057)
body-text: Ἡ σύζυγος, τὰ τέκνα, οἱ ἐγγονοί. xyxy=(811,686,957,697)
column-right-news xyxy=(1400,34,1590,2296)
right-headline: ΓΙΑ ΤΟ 1975—76 ΝΕΟΙ ΣΥΓΚΛΗΤΙΚΟΙ ΚΑΙ ΚΟΣΜΗΤΟΡΕΣ ΣΤΟ ΠΑΝΕΠΙΣΤΗΜΙΟ ΘΕΣΣΑΛΟΝΙΚΗΣ xyxy=(1427,86,1563,151)
section-subtitle: Προσεχεῖς xyxy=(669,549,733,563)
section-subtitle: Ἡ διεθνής ἀποστολική ἐκκλησία xyxy=(218,954,358,981)
memorial-name: ΓΕΩΡΓΙΟΥ ΒΟΣΝΑΚΙΔΗ xyxy=(834,203,972,217)
taxi-phone-row xyxy=(14,1142,180,1153)
memorial-name: ΘΕΑΝΟΥΣ ΕΚΙΝΤΣΟΓΛΟΥ xyxy=(828,291,978,305)
brain-title-line: τοῦ ἀποκατέστησε πλήρως xyxy=(1065,1069,1329,1136)
section-subtitle: Κυριακῆς καί Δευτέρας xyxy=(629,90,773,103)
